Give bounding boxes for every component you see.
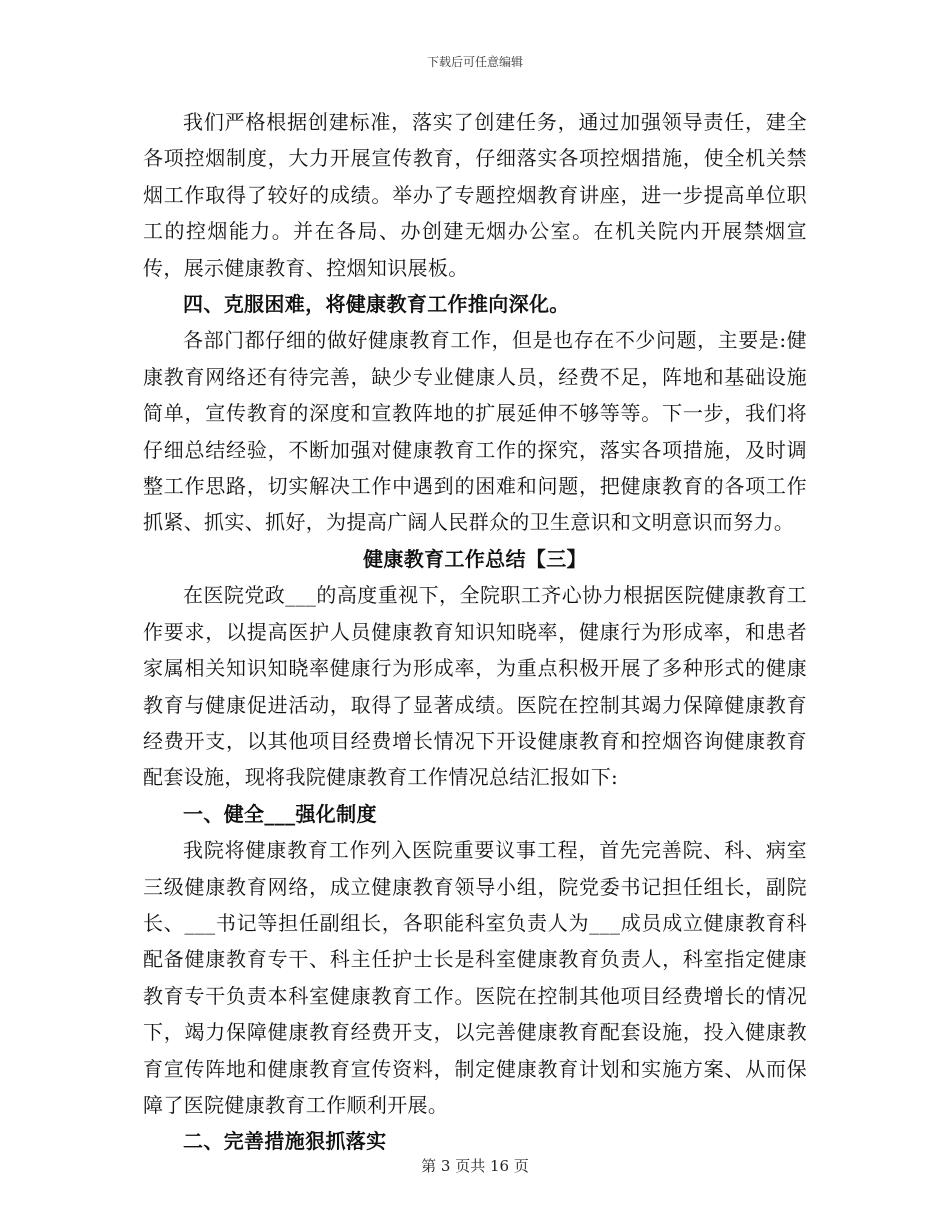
page-header: 下载后可任意编辑 <box>426 55 523 69</box>
section-heading-one: 一、健全___强化制度 <box>183 801 377 826</box>
paragraph-problems: 各部门都仔细的做好健康教育工作，但是也存在不少问题，主要是:健康教育网络还有待完善，缺少专业健康人员，经费不足，阵地和基础设施简单，宣传教育的深度和宣教阵地的扩展延伸不够等等。下一步，我们将仔细总结经验，不断加强对健康教育工作的探究，落实各项措施，及时调整工作思路，切实解决工作中遇到的困难和问题，把健康教育的各项工作抓紧、抓实、抓好，为提高广阔人民群众的卫生意识和文明意识而努力。 <box>143 328 807 535</box>
paragraph-system: 我院将健康教育工作列入医院重要议事工程，首先完善院、科、病室三级健康教育网络，成立健康教育领导小组，院党委书记担任组长，副院长、___书记等担任副组长，各职能科室负责人为___成员成立健康教育科配备健康教育专干、科主任护士长是科室健康教育负责人，科室指定健康教育专干负责本科室健康教育工作。医院在控制其他项目经费增长的情况下，竭力保障健康教育经费开支，以完善健康教育配套设施，投入健康教育宣传阵地和健康教育宣传资料，制定健康教育计划和实施方案、从而保障了医院健康教育工作顺利开展。 <box>143 838 807 1117</box>
section-heading-four: 四、克服困难，将健康教育工作推向深化。 <box>183 292 570 317</box>
section-heading-two: 二、完善措施狠抓落实 <box>183 1129 387 1154</box>
section-title-three: 健康教育工作总结【三】 <box>363 546 587 571</box>
page-footer: 第 3 页共 16 页 <box>421 1157 529 1175</box>
document-body <box>143 104 807 1160</box>
paragraph-smoking-control: 我们严格根据创建标准，落实了创建任务，通过加强领导责任，建全各项控烟制度，大力开展宣传教育，仔细落实各项控烟措施，使全机关禁烟工作取得了较好的成绩。举办了专题控烟教育讲座，进一步提高单位职工的控烟能力。并在各局、办创建无烟办公室。在机关院内开展禁烟宣传，展示健康教育、控烟知识展板。 <box>143 110 807 280</box>
paragraph-hospital-intro: 在医院党政___的高度重视下，全院职工齐心协力根据医院健康教育工作要求，以提高医护人员健康教育知识知晓率，健康行为形成率，和患者家属相关知识知晓率健康行为形成率，为重点积极开展了多种形式的健康教育与健康促进活动，取得了显著成绩。医院在控制其竭力保障健康教育经费开支，以其他项目经费增长情况下开设健康教育和控烟咨询健康教育配套设施，现将我院健康教育工作情况总结汇报如下: <box>143 583 807 790</box>
